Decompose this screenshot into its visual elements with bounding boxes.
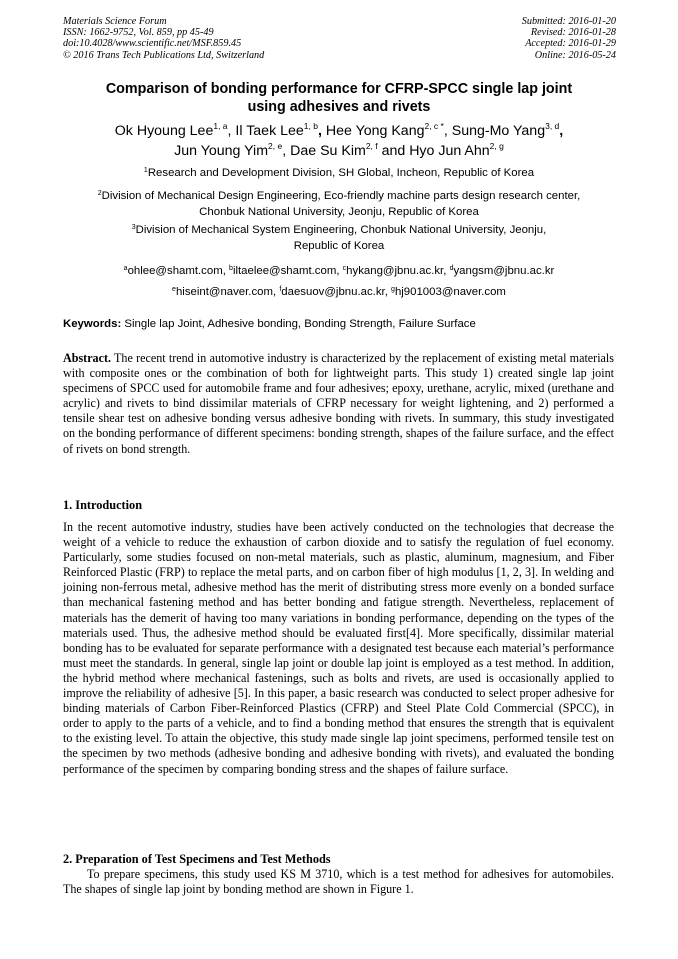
section-heading: 1. Introduction xyxy=(63,498,143,512)
author-separator: , xyxy=(317,123,326,139)
author-affil-sup: 2, e xyxy=(268,141,283,151)
journal-issn: ISSN: 1662-9752, Vol. 859, pp 45-49 xyxy=(63,27,214,39)
title-line: using adhesives and rivets xyxy=(247,99,431,115)
section-body: To prepare specimens, this study used KS M 3710, which is a test method for adhesives for automobiles. The shapes of single lap joint by bonding method are shown in Figure 1. xyxy=(63,867,614,897)
journal-name: Materials Science Forum xyxy=(63,16,167,27)
author xyxy=(452,123,560,139)
author-name: Hyo Jun Ahn xyxy=(409,143,490,159)
date-revised: Revised: 2016-01-28 xyxy=(530,27,616,39)
keywords-text: Single lap Joint, Adhesive bonding, Bonding Strength, Failure Surface xyxy=(121,318,476,330)
email-link[interactable]: yangsm@jbnu.ac.kr xyxy=(453,265,555,277)
author-separator: , xyxy=(443,123,452,139)
journal-header-right xyxy=(522,16,616,61)
author-line xyxy=(60,141,618,161)
journal-header-left xyxy=(63,16,264,61)
author xyxy=(290,143,378,159)
abstract-label: Abstract. xyxy=(63,351,112,365)
abstract-text: The recent trend in automotive industry is characterized by the replacement of existing metal materials with composite ones or the combination of both for lightweight parts. This study 1) created single lap joint specimens of SPCC used for automobile frame and four adhesives; epoxy, urethane, acrylic, mixed (urethane and acrylic) and rivets to bind dissimilar materials of CFRP necessary for weight lightening, and 2) performed a tensile shear test on adhesive bonding versus adhesive bonding with rivets. In summary, this study investigated on the bonding performance of different specimens: bonding strength, shapes of the failure surface, and the effect of rivets on bond strength. xyxy=(63,351,614,456)
date-accepted: Accepted: 2016-01-29 xyxy=(525,38,616,50)
author-name: Il Taek Lee xyxy=(235,123,304,139)
author-affil-sup: 3, d xyxy=(545,121,560,131)
section-body: In the recent automotive industry, studies have been actively conducted on the technologies that decrease the weight of a vehicle to reduce the exhaustion of carbon dioxide and to satisfy the regulation of fuel economy. Particularly, some studies focused on non-metal materials, such as plastic, aluminum, magnesium, and Fiber Reinforced Plastic (FRP) to replace the metal parts, and on carbon fiber of high modulus [1, 2, 3]. In welding and joining non-ferrous metal, adhesive method has the merit of distributing stress more evenly on a bonded surface than mechanical fastening method and has better bonding and fatigue strength. Nevertheless, replacement of materials has the demerit of having too many variations in bonding performance, depending on the types of the materials used. Thus, the adhesive method should be evaluated first[4]. More specifically, dissimilar material bonding has to be evaluated for separate performance with a designated test because each material’s performance must meet the standards. In general, single lap joint or double lap joint is employed as a test method. In addition, the hybrid method where mechanical fastenings, such as bolts and rivets, are used is occasionally applied to improve the reliability of adhesive [5]. In this paper, a basic research was conducted to select proper adhesive for binding materials of Carbon Fiber-Reinforced Plastics (CFRP) and Steel Plate Cold Commercial (SPCC), in order to apply to the parts of a vehicle, and to find a bonding method that ensures the strength that is equivalent to the existing level. To attain the objective, this study made single lap joint specimens, performed tensile test on the specimen by two methods (adhesive bonding and adhesive bonding with rivets), and evaluated the bonding performance of the specimen by comparing bonding stress and the shapes of failure surface. xyxy=(63,520,614,776)
affiliation-number: 3 xyxy=(131,224,136,231)
author xyxy=(174,143,282,159)
date-submitted: Submitted: 2016-01-20 xyxy=(521,16,616,27)
affiliation-1 xyxy=(60,166,618,182)
author-separator: , xyxy=(227,123,236,139)
author-line xyxy=(60,121,618,141)
email-link[interactable]: hykang@jbnu.ac.kr xyxy=(346,265,444,277)
author-name: Jun Young Yim xyxy=(174,143,269,159)
affiliation-line: $^2$Division of Mechanical Design Engineering, Eco-friendly machine parts design research center, xyxy=(97,190,581,202)
title-line: Comparison of bonding performance for CFRP-SPCC single lap joint xyxy=(105,81,573,97)
email-link[interactable]: daesuov@jbnu.ac.kr xyxy=(281,286,385,298)
email-list xyxy=(60,261,618,303)
author-name: Hee Yong Kang xyxy=(325,123,425,139)
author-separator: and xyxy=(377,143,410,159)
author-separator: , xyxy=(559,123,564,139)
affiliation-line: $^3$Division of Mechanical System Engineering, Chonbuk National University, Jeonju, xyxy=(131,224,547,236)
author-affil-sup: 1, a xyxy=(213,121,228,131)
affiliation-line: $^1$Research and Development Division, SH Global, Incheon, Republic of Korea xyxy=(143,167,535,179)
email-link[interactable]: hiseint@naver.com xyxy=(175,286,273,298)
author-name: Ok Hyoung Lee xyxy=(114,123,214,139)
email-link[interactable]: iltaelee@shamt.com xyxy=(232,265,337,277)
affiliation-3 xyxy=(60,223,618,254)
author xyxy=(326,123,444,139)
abstract xyxy=(63,351,614,457)
email-link[interactable]: ohlee@shamt.com xyxy=(127,265,223,277)
author-affil-sup: 1, b xyxy=(303,121,318,131)
email-line: $^a$ohlee@shamt.com, $^b$iltaelee@shamt.com, $^c$hykang@jbnu.ac.kr, $^d$yangsm@jbnu.ac.kr xyxy=(123,265,555,277)
author-affil-sup: 2, c * xyxy=(424,121,444,131)
affiliation-number: 1 xyxy=(143,167,148,174)
email-link[interactable]: hj901003@naver.com xyxy=(394,286,506,298)
author-list xyxy=(60,121,618,161)
affiliation-line: Republic of Korea xyxy=(293,239,385,252)
journal-copyright: © 2016 Trans Tech Publications Ltd, Switzerland xyxy=(63,49,265,61)
keywords xyxy=(63,317,476,332)
affiliation-line: Chonbuk National University, Jeonju, Republic of Korea xyxy=(199,205,479,218)
author-name: Dae Su Kim xyxy=(290,143,366,159)
author-separator: , xyxy=(282,143,291,159)
date-online: Online: 2016-05-24 xyxy=(534,49,616,61)
author-affil-sup: 2, g xyxy=(489,141,504,151)
journal-doi: doi:10.4028/www.scientific.net/MSF.859.45 xyxy=(63,38,242,50)
author-name: Sung-Mo Yang xyxy=(451,123,546,139)
email-line: $^e$hiseint@naver.com, $^f$daesuov@jbnu.ac.kr, $^g$hj901003@naver.com xyxy=(172,286,506,298)
author xyxy=(115,123,228,139)
keywords-label: Keywords: xyxy=(63,318,122,330)
section-heading: 2. Preparation of Test Specimens and Test Methods xyxy=(63,852,331,866)
author-affil-sup: 2, f xyxy=(365,141,378,151)
paper-title xyxy=(60,80,618,116)
author xyxy=(409,143,504,159)
author xyxy=(235,123,318,139)
affiliation-number: 2 xyxy=(97,190,102,197)
affiliation-2 xyxy=(60,189,618,220)
